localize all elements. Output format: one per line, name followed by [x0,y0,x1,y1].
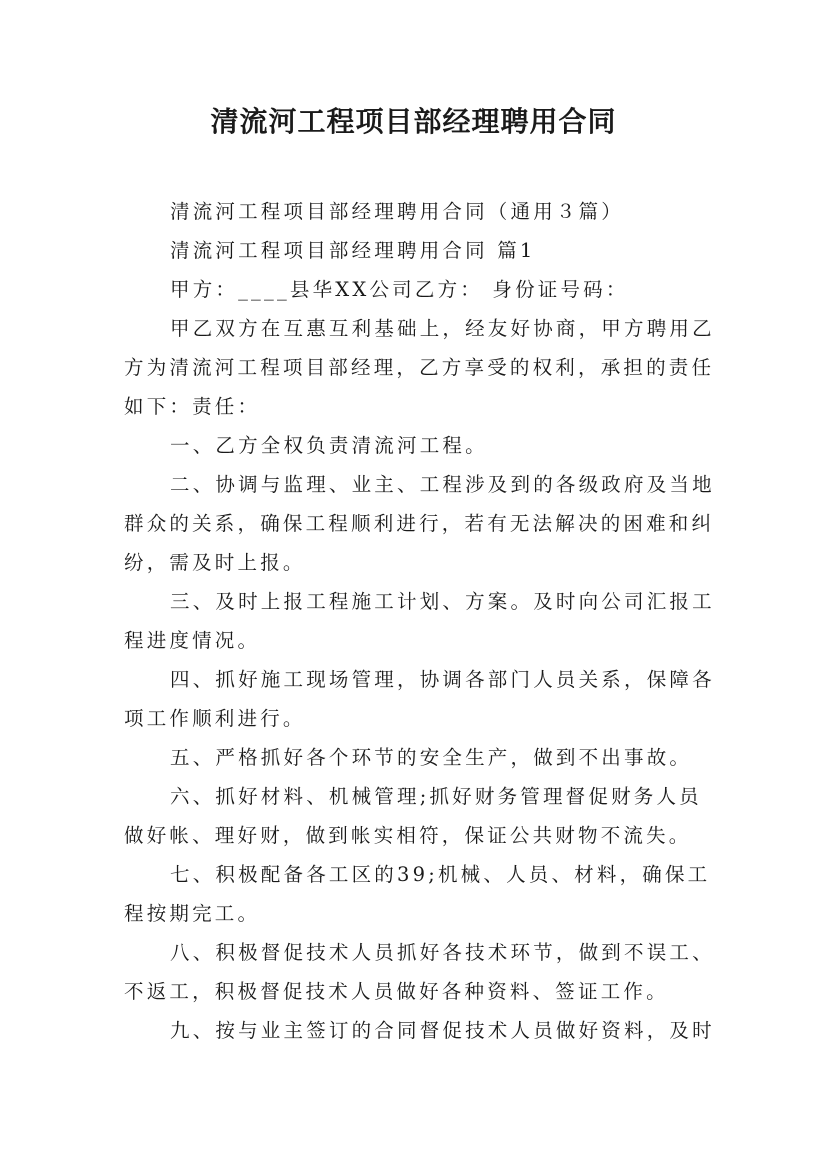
text-line: 程进度情况。 [124,629,261,652]
text-line: 五、严格抓好各个环节的安全生产，做到不出事故。 [170,746,693,769]
text-line: 二、协调与监理、业主、工程涉及到的各级政府及当地 [170,473,715,496]
text-line: 九、按与业主签订的合同督促技术人员做好资料，及时 [170,1019,715,1042]
text-line: 八、积极督促技术人员抓好各技术环节，做到不误工、 [170,941,715,964]
text-line: 程按期完工。 [124,902,261,925]
text-line: 甲乙双方在互惠互利基础上，经友好协商，甲方聘用乙 [170,317,715,340]
text-line: 一、乙方全权负责清流河工程。 [170,434,488,457]
text-line: 七、积极配备各工区的39;机械、人员、材料，确保工 [170,863,711,886]
text-line: 清流河工程项目部经理聘用合同 篇1 [170,239,536,262]
text-line: 清流河工程项目部经理聘用合同（通用３篇） [170,200,625,223]
text-line: 群众的关系，确保工程顺利进行，若有无法解决的困难和纠 [124,512,715,535]
document-title: 清流河工程项目部经理聘用合同 [210,105,617,138]
text-line: 项工作顺利进行。 [124,707,306,730]
text-line: 方为清流河工程项目部经理，乙方享受的权利，承担的责任 [124,356,715,379]
text-line: 六、抓好材料、机械管理;抓好财务管理督促财务人员 [170,785,702,808]
text-line: 做好帐、理好财，做到帐实相符，保证公共财物不流失。 [124,824,692,847]
text-line: 甲方：____县华XX公司乙方： 身份证号码： [170,278,629,301]
text-line: 纷，需及时上报。 [124,551,306,574]
document-body [124,192,714,1050]
text-line: 四、抓好施工现场管理，协调各部门人员关系，保障各 [170,668,715,691]
text-line: 不返工，积极督促技术人员做好各种资料、签证工作。 [124,980,669,1003]
text-line: 如下：责任： [124,395,261,418]
text-line: 三、及时上报工程施工计划、方案。及时向公司汇报工 [170,590,715,613]
